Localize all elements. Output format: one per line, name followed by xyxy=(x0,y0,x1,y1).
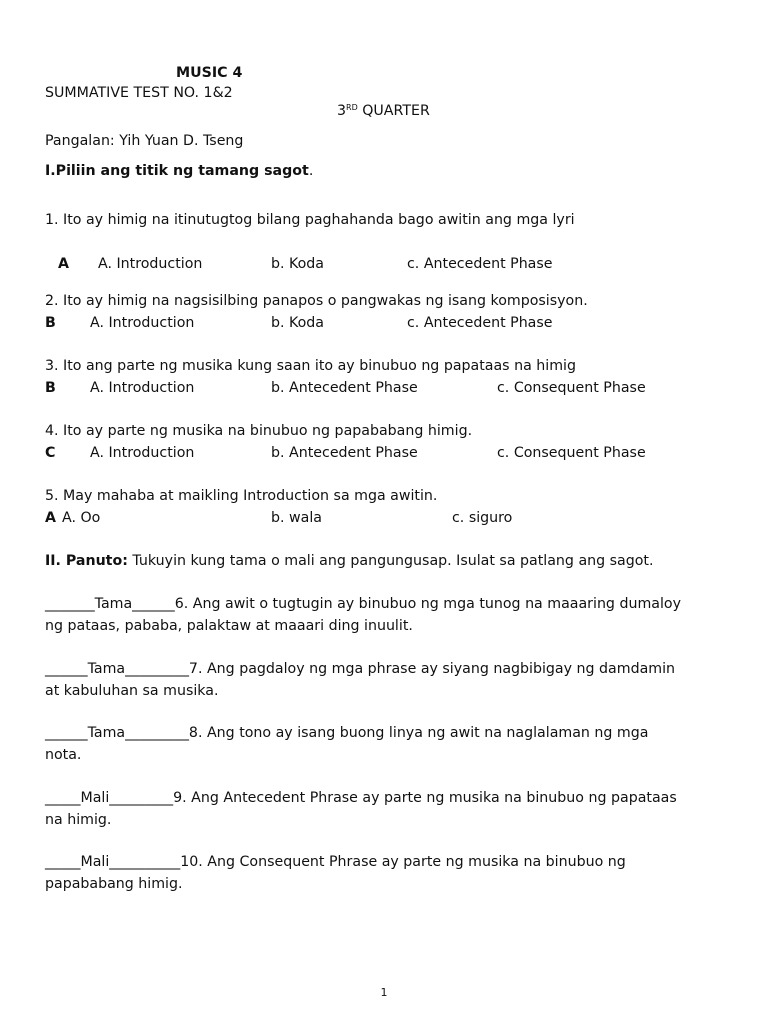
part2-label: II. Panuto: xyxy=(45,553,128,569)
item-6-line2: ng pataas, pababa, palaktaw at maaari ding inuulit. xyxy=(45,618,413,634)
document-title: MUSIC 4 xyxy=(176,65,243,81)
item-8-line1: ______Tama_________8. Ang tono ay isang buong linya ng awit na naglalaman ng mga xyxy=(45,725,649,741)
question-4-choice-b: b. Antecedent Phase xyxy=(271,445,418,461)
item-10-line1: _____Mali__________10. Ang Consequent Phrase ay parte ng musika na binubuo ng xyxy=(45,854,626,870)
question-1-choice-a: A. Introduction xyxy=(98,256,203,272)
student-name: Pangalan: Yih Yuan D. Tseng xyxy=(45,133,244,149)
part1-instruction: I.Piliin ang titik ng tamang sagot. xyxy=(45,163,314,179)
item-6-line1: _______Tama______6. Ang awit o tugtugin ay binubuo ng mga tunog na maaaring dumaloy xyxy=(45,596,681,612)
question-4-answer: C xyxy=(45,445,56,461)
question-5-choice-a: A. Oo xyxy=(62,510,101,526)
quarter-label: 3RD QUARTER xyxy=(337,103,430,119)
question-4-choice-c: c. Consequent Phase xyxy=(497,445,646,461)
question-5-choice-c: c. siguro xyxy=(452,510,513,526)
question-5-choice-b: b. wala xyxy=(271,510,322,526)
question-3-answer: B xyxy=(45,380,56,396)
question-1-answer: A xyxy=(58,256,69,272)
question-5-text: 5. May mahaba at maikling Introduction sa mga awitin. xyxy=(45,488,438,504)
question-3-choice-a: A. Introduction xyxy=(90,380,195,396)
quarter-superscript: RD xyxy=(346,103,358,112)
question-2-choice-c: c. Antecedent Phase xyxy=(407,315,553,331)
question-2-choice-b: b. Koda xyxy=(271,315,325,331)
question-2-choice-a: A. Introduction xyxy=(90,315,195,331)
question-3-choice-b: b. Antecedent Phase xyxy=(271,380,418,396)
question-3-choice-c: c. Consequent Phase xyxy=(497,380,646,396)
question-1-text: 1. Ito ay himig na itinutugtog bilang paghahanda bago awitin ang mga lyri xyxy=(45,212,575,228)
item-9-line1: _____Mali_________9. Ang Antecedent Phrase ay parte ng musika na binubuo ng papataas xyxy=(45,790,677,806)
question-1-choice-b: b. Koda xyxy=(271,256,325,272)
item-8-line2: nota. xyxy=(45,747,82,763)
page-number: 1 xyxy=(380,986,388,999)
item-7-line1: ______Tama_________7. Ang pagdaloy ng mga phrase ay siyang nagbibigay ng damdamin xyxy=(45,661,676,677)
item-10-line2: papababang himig. xyxy=(45,876,183,892)
part2-instruction: II. Panuto: Tukuyin kung tama o mali ang pangungusap. Isulat sa patlang ang sagot. xyxy=(45,553,654,569)
question-2-answer: B xyxy=(45,315,56,331)
item-7-line2: at kabuluhan sa musika. xyxy=(45,683,219,699)
question-4-text: 4. Ito ay parte ng musika na binubuo ng papababang himig. xyxy=(45,423,473,439)
question-2-text: 2. Ito ay himig na nagsisilbing panapos o pangwakas ng isang komposisyon. xyxy=(45,293,588,309)
question-4-choice-a: A. Introduction xyxy=(90,445,195,461)
question-3-text: 3. Ito ang parte ng musika kung saan ito ay binubuo ng papataas na himig xyxy=(45,358,576,374)
item-9-line2: na himig. xyxy=(45,812,112,828)
question-1-choice-c: c. Antecedent Phase xyxy=(407,256,553,272)
question-5-answer: A xyxy=(45,510,56,526)
test-label: SUMMATIVE TEST NO. 1&2 xyxy=(45,85,233,101)
